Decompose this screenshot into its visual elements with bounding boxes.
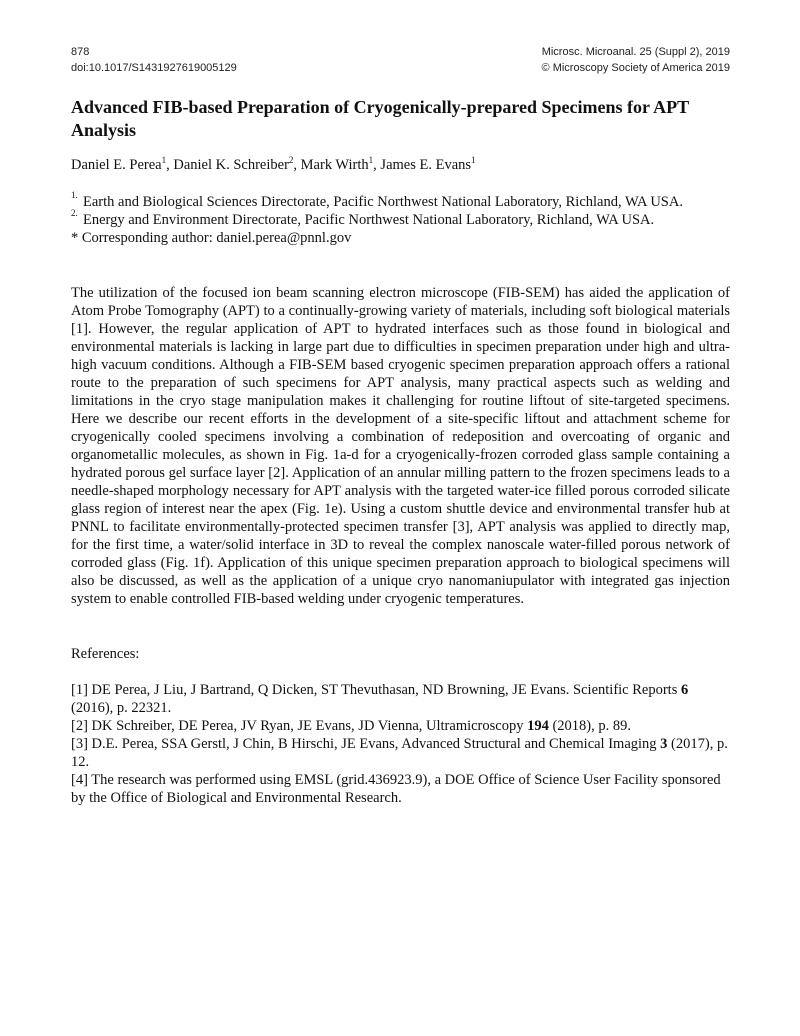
reference-volume: 3 [660,736,668,752]
header-right [542,44,730,76]
references-heading: References: [71,646,140,662]
author-affil-mark: 1 [471,155,476,166]
author-list: Daniel E. Perea$^1$, Daniel K. Schreiber$^2$, Mark Wirth$^1$, James E. Evans$^1$ [71,155,476,173]
reference-item [71,717,731,735]
paper-title: Advanced FIB-based Preparation of Cryogenically-prepared Specimens for APT Analysis [71,97,689,140]
doi[interactable]: doi:10.1017/S1431927619005129 [71,62,237,74]
corresponding-author: * Corresponding author: daniel.perea@pnnl.gov [71,230,352,246]
reference-text: [4] The research was performed using EMSL (grid.436923.9), a DOE Office of Science User Facility sponsored by the Office of Biological and Environmental Research. [71,772,721,806]
references-list [71,681,731,807]
author-affil-mark: 2 [288,155,294,166]
author-name: Daniel E. Perea [71,157,162,173]
reference-tail: (2017), p. 12. [71,736,728,770]
affiliation-item [71,208,731,229]
author-affil-mark: 1 [368,155,374,166]
affiliation-item [71,190,731,211]
author-affil-mark: 1 [161,155,167,166]
author-name: Mark Wirth [300,157,369,173]
reference-text: [2] DK Schreiber, DE Perea, JV Ryan, JE Evans, JD Vienna, Ultramicroscopy [71,718,528,734]
abstract-body: The utilization of the focused ion beam scanning electron microscope (FIB-SEM) has aided the application of Atom Probe Tomography (APT) to a continually-growing variety of materials, including soft biological materials [1]. However, the regular application of APT to hydrated interfaces such as those found in biological and environmental materials is lacking in large part due to difficulties in specimen preparation under high and ultra-high vacuum conditions. Although a FIB-SEM based cryogenic specimen preparation approach offers a rational route to the preparation of such specimens for APT analysis, many practical aspects such as welding and limitations in the cryo stage manipulation makes it challenging for routine liftout of site-targeted specimens. Here we describe our recent efforts in the development of a site-specific liftout and attachment scheme for cryogenically cooled specimens involving a combination of redeposition and overcoating of organic and organometallic molecules, as shown in Fig. 1a-d for a cryogenically-frozen corroded glass sample containing a hydrated porous gel surface layer [2]. Application of an annular milling pattern to the frozen specimens leads to a needle-shaped morphology necessary for APT analysis with the targeted water-ice filled porous corroded silicate glass region of interest near the apex (Fig. 1e). Using a custom shuttle device and environmental transfer hub at PNNL to facilitate environmentally-protected specimen transfer [3], APT analysis was applied to directly map, for the first time, a water/solid interface in 3D to reveal the complex nanoscale water-filled porous network of corroded glass (Fig. 1f). Application of this unique specimen preparation approach to biological specimens will also be discussed, as well as the application of a unique cryo nanomaniupulator with integrated gas injection system to enable controlled FIB-based welding under cryogenic temperatures. [71,285,730,607]
header-left [71,44,237,76]
affiliation-mark: 1. [71,190,78,200]
affiliations [71,190,731,247]
author-name: James E. Evans [380,157,472,173]
affiliation-text: Energy and Environment Directorate, Pacific Northwest National Laboratory, Richland, WA USA. [83,212,655,228]
copyright-notice: © Microscopy Society of America 2019 [541,62,730,74]
reference-tail: (2018), p. 89. [548,718,632,734]
reference-item [71,681,731,717]
reference-text: [3] D.E. Perea, SSA Gerstl, J Chin, B Hirschi, JE Evans, Advanced Structural and Chemical Imaging [71,736,661,752]
reference-tail: (2016), p. 22321. [71,700,172,716]
reference-volume: 6 [680,682,689,698]
reference-text: [1] DE Perea, J Liu, J Bartrand, Q Dicken, ST Thevuthasan, ND Browning, JE Evans. Scientific Reports [71,682,681,698]
affiliation-mark: 2. [71,208,78,218]
reference-item [71,771,731,807]
page-number: 878 [71,46,90,58]
journal-citation: Microsc. Microanal. 25 (Suppl 2), 2019 [541,46,730,58]
author-name: Daniel K. Schreiber [173,157,289,173]
reference-item [71,735,731,771]
reference-volume: 194 [527,718,549,734]
affiliation-text: Earth and Biological Sciences Directorate, Pacific Northwest National Laboratory, Richland, WA USA. [83,194,683,210]
